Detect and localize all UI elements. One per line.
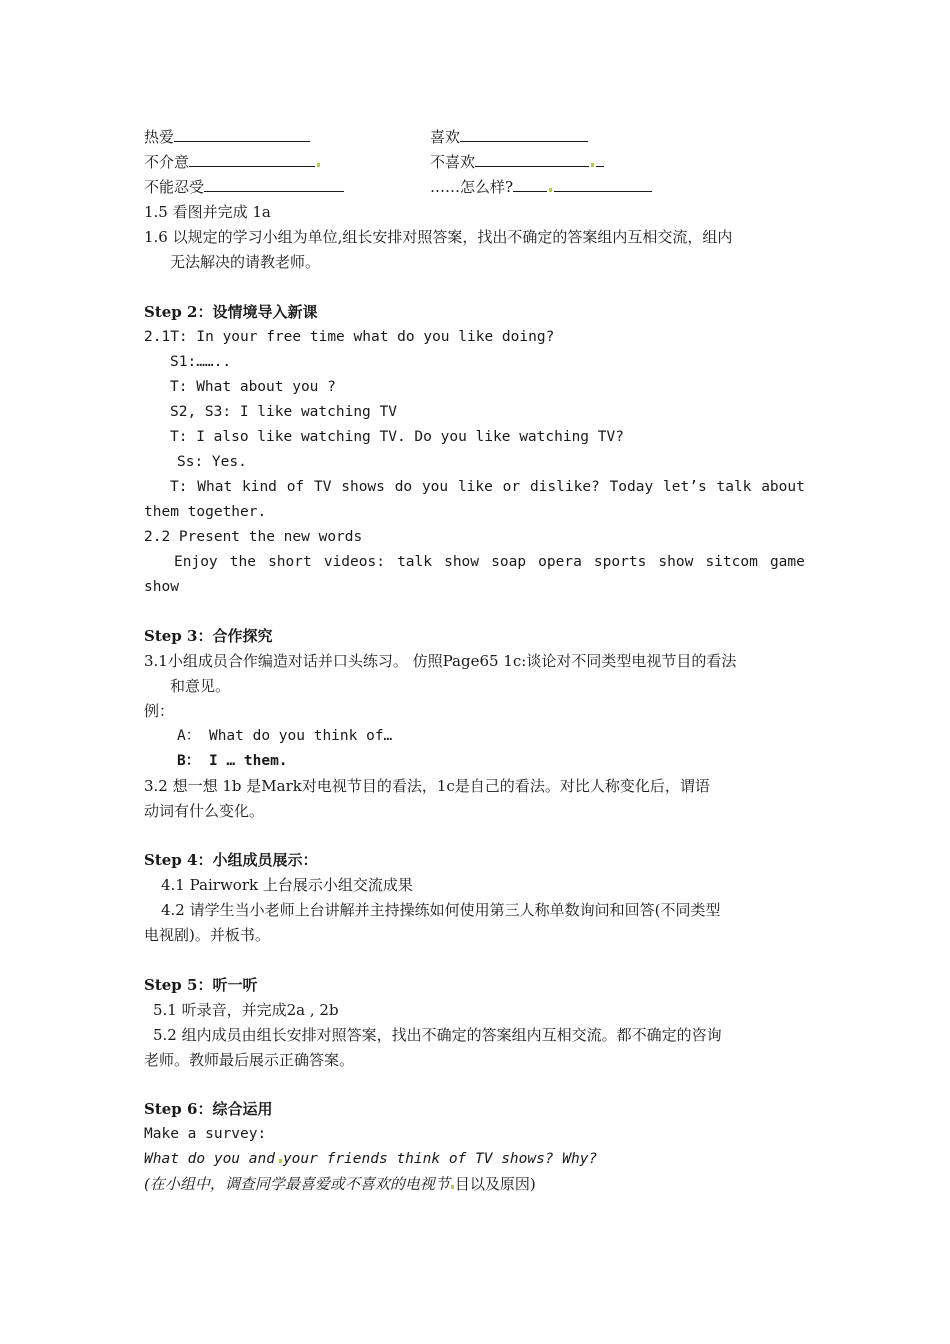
text-line: them together. — [144, 504, 267, 520]
answer-blank[interactable] — [596, 152, 604, 167]
text-line: 4.2 请学生当小老师上台讲解并主持操练如何使用第三人称单数询问和回答(不同类型 — [161, 901, 721, 919]
word: soap — [491, 554, 527, 570]
text-line: 1.6 以规定的学习小组为单位,组长安排对照答案，找出不确定的答案组内互相交流，组内 — [144, 228, 733, 246]
word: talk — [397, 554, 432, 570]
text-line: T: What about you ? — [170, 379, 336, 395]
word: Enjoy — [174, 554, 218, 570]
word: shows — [341, 479, 385, 495]
survey-note — [144, 1174, 536, 1194]
word: or — [502, 479, 521, 495]
section-title: Step 2：设情境导入新课 — [144, 303, 318, 321]
section-title: Step 5：听一听 — [144, 976, 258, 994]
mark-dot — [549, 188, 552, 192]
text-line: B： I … them. — [177, 753, 288, 769]
text-line: S1:…….. — [170, 354, 232, 370]
text-line: T: I also like watching TV. Do you like watching TV? — [170, 429, 624, 445]
section-title: Step 6：综合运用 — [144, 1100, 273, 1118]
word: you — [421, 479, 449, 495]
text-line: 无法解决的请教老师。 — [170, 253, 321, 271]
answer-blank[interactable] — [513, 177, 547, 192]
word: let’s — [663, 479, 707, 495]
word: short — [268, 554, 312, 570]
text-line: 和意见。 — [170, 677, 231, 695]
text-span: What do you and — [144, 1151, 275, 1167]
answer-blank[interactable] — [554, 177, 652, 192]
text-line: 2.2 Present the new words — [144, 529, 363, 545]
justified-line — [174, 552, 805, 572]
word: videos: — [323, 554, 385, 570]
vocab-item — [430, 152, 604, 172]
vocab-label: 不喜欢 — [430, 153, 476, 171]
text-line: Ss: Yes. — [177, 454, 247, 470]
text-line: Make a survey: — [144, 1126, 267, 1142]
word: show — [658, 554, 694, 570]
text-line: show — [144, 579, 179, 595]
answer-blank[interactable] — [475, 152, 589, 167]
answer-blank[interactable] — [189, 152, 315, 167]
text-line: 1.5 看图并完成 1a — [144, 203, 271, 221]
text-span: your friends think of TV shows? Why? — [282, 1151, 598, 1167]
word: opera — [538, 554, 582, 570]
vocab-label: ……怎么样? — [430, 178, 514, 196]
text-line: 动词有什么变化。 — [144, 802, 265, 820]
vocab-label: 喜欢 — [430, 128, 461, 146]
vocab-item — [144, 152, 322, 172]
word: Today — [609, 479, 654, 495]
survey-question — [144, 1149, 597, 1169]
word: sitcom — [705, 554, 758, 570]
section-title: Step 4：小组成员展示： — [144, 851, 318, 869]
text-line: 电视剧)。并板书。 — [144, 926, 270, 944]
text-line: 3.2 想一想 1b 是Mark对电视节目的看法，1c是自己的看法。对比人称变化后，谓语 — [144, 777, 710, 795]
vocab-label: 不介意 — [144, 153, 190, 171]
text-line: 3.1小组成员合作编造对话并口头练习。 仿照Page65 1c:谈论对不同类型电视节目的看法 — [144, 652, 737, 670]
section-title: Step 3：合作探究 — [144, 627, 273, 645]
word: kind — [241, 479, 277, 495]
text-line: A： What do you think of… — [177, 728, 393, 744]
vocab-item — [430, 177, 652, 197]
mark-dot — [451, 1185, 454, 1189]
vocab-label: 热爱 — [144, 128, 175, 146]
mark-dot — [591, 163, 594, 167]
answer-blank[interactable] — [204, 177, 344, 192]
text-span: 目以及原因) — [454, 1175, 536, 1193]
word: show — [444, 554, 480, 570]
word: dislike? — [529, 479, 600, 495]
text-span: (在小组中，调查同学最喜爱或不喜欢的电视节 — [144, 1175, 450, 1193]
text-line: 5.2 组内成员由组长安排对照答案，找出不确定的答案组内互相交流。都不确定的咨询 — [153, 1026, 722, 1044]
mark-dot — [317, 163, 320, 167]
vocab-item — [430, 127, 588, 147]
word: of — [286, 479, 305, 495]
mark-dot — [279, 1159, 282, 1163]
word: game — [769, 554, 805, 570]
text-line: S2, S3: I like watching TV — [170, 404, 397, 420]
vocab-item — [144, 177, 344, 197]
text-line: 例： — [144, 702, 175, 720]
text-line: 4.1 Pairwork 上台展示小组交流成果 — [161, 876, 413, 894]
vocab-label: 不能忍受 — [144, 178, 205, 196]
justified-line — [170, 477, 805, 497]
answer-blank[interactable] — [460, 127, 588, 142]
vocab-item — [144, 127, 310, 147]
answer-blank[interactable] — [174, 127, 310, 142]
word: T: — [170, 479, 188, 495]
word: talk — [716, 479, 752, 495]
word: TV — [313, 479, 332, 495]
word: like — [457, 479, 493, 495]
text-line: 老师。教师最后展示正确答案。 — [144, 1051, 355, 1069]
text-line: 2.1T: In your free time what do you like doing? — [144, 329, 555, 345]
word: the — [229, 554, 256, 570]
word: What — [197, 479, 233, 495]
word: about — [761, 479, 805, 495]
word: sports — [593, 554, 647, 570]
word: do — [394, 479, 413, 495]
text-line: 5.1 听录音，并完成2a , 2b — [153, 1001, 339, 1019]
